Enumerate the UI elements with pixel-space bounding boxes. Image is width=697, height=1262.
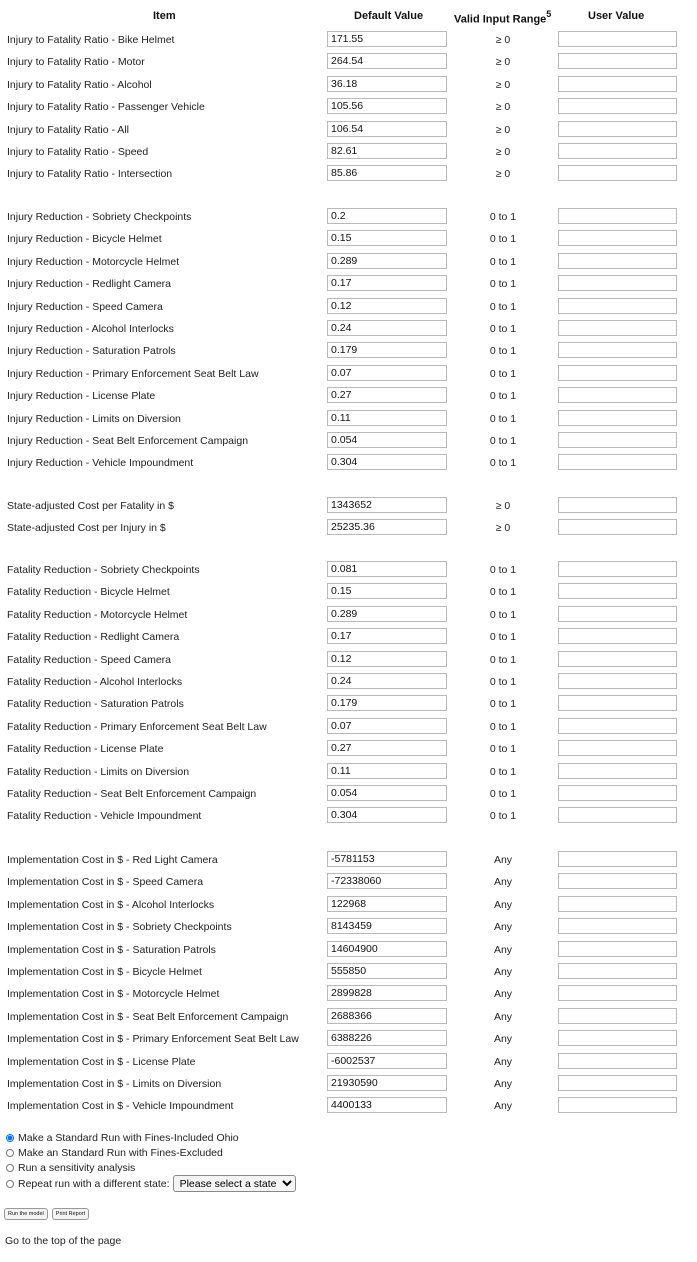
row-label: Fatality Reduction - Seat Belt Enforcement Campaign xyxy=(7,788,257,800)
default-value-field[interactable] xyxy=(327,432,447,448)
table-row xyxy=(0,165,697,187)
user-value-field[interactable] xyxy=(558,740,677,756)
default-value-field[interactable] xyxy=(327,963,447,979)
user-value-field[interactable] xyxy=(558,98,677,114)
default-value-field[interactable] xyxy=(327,454,447,470)
repeat-run-state-radio[interactable] xyxy=(6,1180,14,1188)
table-row xyxy=(0,673,697,695)
table-row xyxy=(0,1075,697,1097)
row-label: Fatality Reduction - License Plate xyxy=(7,743,164,755)
repeat-run-state-label: Repeat run with a different state: xyxy=(18,1177,170,1190)
default-value-field[interactable] xyxy=(327,695,447,711)
run-options xyxy=(4,1130,694,1192)
user-value-field[interactable] xyxy=(558,208,677,224)
table-row xyxy=(0,53,697,75)
table-row xyxy=(0,873,697,895)
valid-range: 0 to 1 xyxy=(489,233,517,245)
user-value-field[interactable] xyxy=(558,519,677,535)
row-label: Implementation Cost in $ - Limits on Diversion xyxy=(7,1078,222,1090)
user-value-field[interactable] xyxy=(558,651,677,667)
user-value-field[interactable] xyxy=(558,121,677,137)
row-label: Injury to Fatality Ratio - Bike Helmet xyxy=(7,34,175,46)
row-label: Implementation Cost in $ - Motorcycle Helmet xyxy=(7,988,220,1000)
table-row xyxy=(0,275,697,297)
valid-range: ≥ 0 xyxy=(495,124,511,136)
table-row xyxy=(0,410,697,432)
default-value-field[interactable] xyxy=(327,718,447,734)
user-value-field[interactable] xyxy=(558,143,677,159)
valid-range: 0 to 1 xyxy=(489,368,517,380)
user-value-field[interactable] xyxy=(558,76,677,92)
row-label: State-adjusted Cost per Injury in $ xyxy=(7,522,166,534)
user-value-field[interactable] xyxy=(558,320,677,336)
row-label: Fatality Reduction - Motorcycle Helmet xyxy=(7,609,188,621)
user-value-field[interactable] xyxy=(558,785,677,801)
table-row xyxy=(0,1097,697,1119)
table-row xyxy=(0,963,697,985)
valid-range: ≥ 0 xyxy=(495,101,511,113)
default-value-field[interactable] xyxy=(327,143,447,159)
table-row xyxy=(0,1008,697,1030)
user-value-field[interactable] xyxy=(558,1097,677,1113)
valid-range: ≥ 0 xyxy=(495,34,511,46)
valid-range: ≥ 0 xyxy=(495,79,511,91)
row-label: Implementation Cost in $ - Bicycle Helmet xyxy=(7,966,202,978)
user-value-field[interactable] xyxy=(558,963,677,979)
default-value-field[interactable] xyxy=(327,342,447,358)
default-value-field[interactable] xyxy=(327,1097,447,1113)
default-value-field[interactable] xyxy=(327,208,447,224)
default-value-field[interactable] xyxy=(327,76,447,92)
table-row xyxy=(0,432,697,454)
user-value-field[interactable] xyxy=(558,628,677,644)
row-label: Injury to Fatality Ratio - All xyxy=(7,124,129,136)
row-label: Implementation Cost in $ - Primary Enforcement Seat Belt Law xyxy=(7,1033,299,1045)
row-label: Injury to Fatality Ratio - Alcohol xyxy=(7,79,152,91)
user-value-field[interactable] xyxy=(558,410,677,426)
default-value-field[interactable] xyxy=(327,298,447,314)
user-value-field[interactable] xyxy=(558,1030,677,1046)
user-value-field[interactable] xyxy=(558,718,677,734)
row-label: Injury Reduction - Primary Enforcement Seat Belt Law xyxy=(7,368,259,380)
default-value-field[interactable] xyxy=(327,165,447,181)
valid-range: 0 to 1 xyxy=(489,345,517,357)
row-label: Implementation Cost in $ - Saturation Patrols xyxy=(7,944,216,956)
table-row xyxy=(0,1053,697,1075)
table-row xyxy=(0,454,697,476)
table-row xyxy=(0,606,697,628)
table-row xyxy=(0,253,697,275)
default-value-field[interactable] xyxy=(327,253,447,269)
default-value-field[interactable] xyxy=(327,673,447,689)
table-row xyxy=(0,583,697,605)
standard-run-excluded-label: Make an Standard Run with Fines-Excluded xyxy=(18,1146,223,1159)
row-label: Injury Reduction - Redlight Camera xyxy=(7,278,171,290)
default-value-field[interactable] xyxy=(327,410,447,426)
default-value-field[interactable] xyxy=(327,583,447,599)
header-item: Item xyxy=(153,10,176,22)
state-select[interactable] xyxy=(173,1175,296,1192)
valid-range: 0 to 1 xyxy=(489,211,517,223)
user-value-field[interactable] xyxy=(558,606,677,622)
user-value-field[interactable] xyxy=(558,31,677,47)
row-label: Injury Reduction - Motorcycle Helmet xyxy=(7,256,180,268)
valid-range: Any xyxy=(493,921,513,933)
footnote-marker: 5 xyxy=(546,9,552,19)
valid-range: Any xyxy=(493,1011,513,1023)
table-row xyxy=(0,519,697,541)
standard-run-included-label: Make a Standard Run with Fines-Included Ohio xyxy=(18,1131,239,1144)
table-row xyxy=(0,785,697,807)
row-label: Fatality Reduction - Sobriety Checkpoints xyxy=(7,564,200,576)
user-value-field[interactable] xyxy=(558,807,677,823)
default-value-field[interactable] xyxy=(327,121,447,137)
user-value-field[interactable] xyxy=(558,298,677,314)
row-label: Implementation Cost in $ - Vehicle Impoundment xyxy=(7,1100,234,1112)
valid-range: ≥ 0 xyxy=(495,168,511,180)
user-value-field[interactable] xyxy=(558,851,677,867)
valid-range: 0 to 1 xyxy=(489,676,517,688)
table-row xyxy=(0,230,697,252)
valid-range: ≥ 0 xyxy=(495,56,511,68)
user-value-field[interactable] xyxy=(558,342,677,358)
user-value-field[interactable] xyxy=(558,985,677,1001)
row-label: Injury Reduction - Limits on Diversion xyxy=(7,413,181,425)
row-label: Fatality Reduction - Speed Camera xyxy=(7,654,171,666)
valid-range: 0 to 1 xyxy=(489,631,517,643)
valid-range: 0 to 1 xyxy=(489,564,517,576)
row-label: Injury Reduction - Sobriety Checkpoints xyxy=(7,211,192,223)
default-value-field[interactable] xyxy=(327,651,447,667)
user-value-field[interactable] xyxy=(558,763,677,779)
sensitivity-analysis-radio[interactable] xyxy=(6,1164,14,1172)
default-value-field[interactable] xyxy=(327,851,447,867)
header-valid-input-range-text: Valid Input Range xyxy=(454,13,547,26)
row-label: Fatality Reduction - Primary Enforcement Seat Belt Law xyxy=(7,721,267,733)
user-value-field[interactable] xyxy=(558,896,677,912)
row-label: Injury Reduction - Speed Camera xyxy=(7,301,163,313)
table-row xyxy=(0,941,697,963)
valid-range: 0 to 1 xyxy=(489,413,517,425)
table-row xyxy=(0,763,697,785)
row-label: Fatality Reduction - Saturation Patrols xyxy=(7,698,184,710)
row-label: Injury Reduction - Bicycle Helmet xyxy=(7,233,162,245)
valid-range: 0 to 1 xyxy=(489,390,517,402)
default-value-field[interactable] xyxy=(327,519,447,535)
table-row xyxy=(0,718,697,740)
table-row xyxy=(0,365,697,387)
default-value-field[interactable] xyxy=(327,918,447,934)
valid-range: Any xyxy=(493,854,513,866)
default-value-field[interactable] xyxy=(327,53,447,69)
row-label: Injury Reduction - Saturation Patrols xyxy=(7,345,176,357)
default-value-field[interactable] xyxy=(327,628,447,644)
table-header xyxy=(0,0,697,30)
row-label: Fatality Reduction - Bicycle Helmet xyxy=(7,586,170,598)
header-user-value: User Value xyxy=(588,10,645,22)
valid-range: 0 to 1 xyxy=(489,301,517,313)
table-row xyxy=(0,387,697,409)
run-model-button[interactable]: Run the model xyxy=(4,1208,48,1220)
row-label: Implementation Cost in $ - License Plate xyxy=(7,1056,196,1068)
header-default-value: Default Value xyxy=(354,10,424,22)
row-label: Injury to Fatality Ratio - Motor xyxy=(7,56,145,68)
valid-range: 0 to 1 xyxy=(489,586,517,598)
default-value-field[interactable] xyxy=(327,785,447,801)
table-row xyxy=(0,143,697,165)
user-value-field[interactable] xyxy=(558,253,677,269)
valid-range: 0 to 1 xyxy=(489,256,517,268)
valid-range: 0 to 1 xyxy=(489,698,517,710)
default-value-field[interactable] xyxy=(327,941,447,957)
go-to-top-link[interactable]: Go to the top of the page xyxy=(5,1235,122,1247)
table-row xyxy=(0,31,697,53)
user-value-field[interactable] xyxy=(558,1008,677,1024)
default-value-field[interactable] xyxy=(327,763,447,779)
table-row xyxy=(0,342,697,364)
default-value-field[interactable] xyxy=(327,896,447,912)
table-row xyxy=(0,76,697,98)
table-row xyxy=(0,497,697,519)
user-value-field[interactable] xyxy=(558,387,677,403)
table-row xyxy=(0,851,697,873)
table-row xyxy=(0,740,697,762)
default-value-field[interactable] xyxy=(327,275,447,291)
valid-range: 0 to 1 xyxy=(489,654,517,666)
table-row xyxy=(0,98,697,120)
row-label: Injury Reduction - Vehicle Impoundment xyxy=(7,457,194,469)
row-label: Fatality Reduction - Redlight Camera xyxy=(7,631,180,643)
table-row xyxy=(0,1030,697,1052)
row-label: Implementation Cost in $ - Speed Camera xyxy=(7,876,204,888)
default-value-field[interactable] xyxy=(327,497,447,513)
valid-range: Any xyxy=(493,1100,513,1112)
valid-range: 0 to 1 xyxy=(489,766,517,778)
default-value-field[interactable] xyxy=(327,985,447,1001)
valid-range: 0 to 1 xyxy=(489,721,517,733)
user-value-field[interactable] xyxy=(558,53,677,69)
row-label: Implementation Cost in $ - Alcohol Interlocks xyxy=(7,899,215,911)
row-label: Injury to Fatality Ratio - Speed xyxy=(7,146,149,158)
row-label: Injury Reduction - Seat Belt Enforcement Campaign xyxy=(7,435,249,447)
user-value-field[interactable] xyxy=(558,941,677,957)
row-label: Fatality Reduction - Limits on Diversion xyxy=(7,766,190,778)
default-value-field[interactable] xyxy=(327,387,447,403)
default-value-field[interactable] xyxy=(327,606,447,622)
valid-range: 0 to 1 xyxy=(489,609,517,621)
default-value-field[interactable] xyxy=(327,807,447,823)
user-value-field[interactable] xyxy=(558,454,677,470)
row-label: Injury to Fatality Ratio - Passenger Vehicle xyxy=(7,101,205,113)
valid-range: 0 to 1 xyxy=(489,788,517,800)
table-row xyxy=(0,628,697,650)
row-label: Fatality Reduction - Alcohol Interlocks xyxy=(7,676,183,688)
table-row xyxy=(0,807,697,829)
default-value-field[interactable] xyxy=(327,740,447,756)
user-value-field[interactable] xyxy=(558,583,677,599)
valid-range: Any xyxy=(493,899,513,911)
user-value-field[interactable] xyxy=(558,561,677,577)
default-value-field[interactable] xyxy=(327,31,447,47)
valid-range: 0 to 1 xyxy=(489,810,517,822)
user-value-field[interactable] xyxy=(558,1053,677,1069)
default-value-field[interactable] xyxy=(327,98,447,114)
valid-range: 0 to 1 xyxy=(489,323,517,335)
option-repeat-run-state[interactable] xyxy=(4,1175,694,1192)
user-value-field[interactable] xyxy=(558,673,677,689)
user-value-field[interactable] xyxy=(558,1075,677,1091)
valid-range: Any xyxy=(493,966,513,978)
valid-range: Any xyxy=(493,1033,513,1045)
user-value-field[interactable] xyxy=(558,873,677,889)
row-label: Injury to Fatality Ratio - Intersection xyxy=(7,168,173,180)
row-label: Injury Reduction - Alcohol Interlocks xyxy=(7,323,174,335)
default-value-field[interactable] xyxy=(327,320,447,336)
valid-range: ≥ 0 xyxy=(495,146,511,158)
row-label: Implementation Cost in $ - Red Light Camera xyxy=(7,854,218,866)
valid-range: 0 to 1 xyxy=(489,278,517,290)
table-row xyxy=(0,985,697,1007)
table-row xyxy=(0,896,697,918)
default-value-field[interactable] xyxy=(327,1053,447,1069)
table-row xyxy=(0,561,697,583)
user-value-field[interactable] xyxy=(558,918,677,934)
valid-range: 0 to 1 xyxy=(489,435,517,447)
user-value-field[interactable] xyxy=(558,695,677,711)
table-row xyxy=(0,121,697,143)
user-value-field[interactable] xyxy=(558,497,677,513)
table-row xyxy=(0,298,697,320)
default-value-field[interactable] xyxy=(327,561,447,577)
valid-range: 0 to 1 xyxy=(489,743,517,755)
action-buttons xyxy=(4,1208,89,1220)
row-label: Fatality Reduction - Vehicle Impoundment xyxy=(7,810,202,822)
table-row xyxy=(0,320,697,342)
sensitivity-analysis-label: Run a sensitivity analysis xyxy=(18,1161,136,1174)
row-label: Implementation Cost in $ - Seat Belt Enforcement Campaign xyxy=(7,1011,289,1023)
default-value-field[interactable] xyxy=(327,230,447,246)
standard-run-included-radio[interactable] xyxy=(6,1134,14,1142)
table-row xyxy=(0,651,697,673)
row-label: State-adjusted Cost per Fatality in $ xyxy=(7,500,174,512)
user-value-field[interactable] xyxy=(558,275,677,291)
valid-range: Any xyxy=(493,1078,513,1090)
default-value-field[interactable] xyxy=(327,365,447,381)
user-value-field[interactable] xyxy=(558,230,677,246)
option-sensitivity-analysis[interactable] xyxy=(4,1160,694,1175)
table-row xyxy=(0,208,697,230)
user-value-field[interactable] xyxy=(558,365,677,381)
default-value-field[interactable] xyxy=(327,1008,447,1024)
table-row xyxy=(0,695,697,717)
valid-range: ≥ 0 xyxy=(495,500,511,512)
user-value-field[interactable] xyxy=(558,165,677,181)
default-value-field[interactable] xyxy=(327,873,447,889)
header-valid-input-range xyxy=(454,10,551,26)
default-value-field[interactable] xyxy=(327,1030,447,1046)
row-label: Injury Reduction - License Plate xyxy=(7,390,156,402)
row-label: Implementation Cost in $ - Sobriety Checkpoints xyxy=(7,921,232,933)
option-standard-run-excluded[interactable] xyxy=(4,1145,694,1160)
valid-range: Any xyxy=(493,944,513,956)
default-value-field[interactable] xyxy=(327,1075,447,1091)
table-row xyxy=(0,918,697,940)
valid-range: Any xyxy=(493,1056,513,1068)
valid-range: Any xyxy=(493,876,513,888)
user-value-field[interactable] xyxy=(558,432,677,448)
valid-range: 0 to 1 xyxy=(489,457,517,469)
valid-range: Any xyxy=(493,988,513,1000)
valid-range: ≥ 0 xyxy=(495,522,511,534)
standard-run-excluded-radio[interactable] xyxy=(6,1149,14,1157)
print-report-button[interactable]: Print Report xyxy=(52,1208,89,1220)
option-standard-run-included[interactable] xyxy=(4,1130,694,1145)
